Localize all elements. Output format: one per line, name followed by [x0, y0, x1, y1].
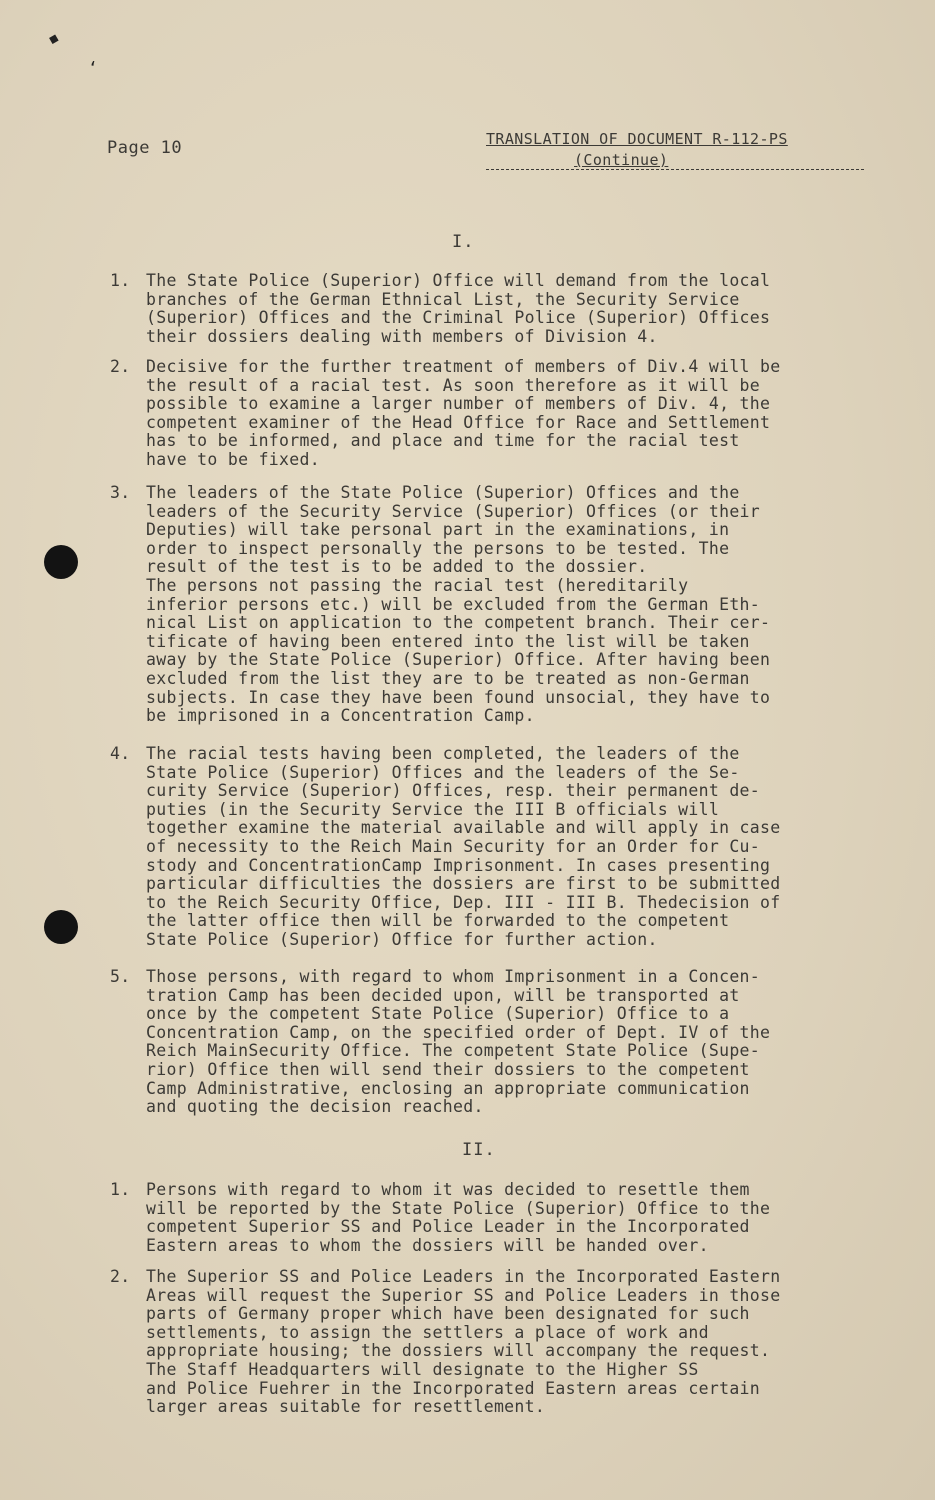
document-header — [486, 130, 876, 170]
paragraph-text: The Superior SS and Police Leaders in the Incorporated Eastern Areas will request the Superior SS and Police Leaders in those parts of Germany proper which have been designated for such settlements, to assign the settlers a place of work and appropriate housing; the dossiers will accompany the request. The Staff Headquarters will designate to the Higher SS and Police Fuehrer in the Incorporated Eastern areas certain larger areas suitable for resettlement. — [146, 1267, 781, 1417]
paragraph-number: 2. — [110, 357, 131, 376]
document-title: TRANSLATION OF DOCUMENT R-112-PS — [486, 130, 788, 148]
page-number: Page 10 — [107, 138, 183, 158]
paragraph — [110, 272, 880, 346]
paragraph — [110, 358, 880, 470]
paragraph-number: 1. — [110, 271, 131, 290]
paragraph-text: Decisive for the further treatment of members of Div.4 will be the result of a racial test. As soon therefore as it will be possible to examine a larger number of members of Div. 4, the competent examiner of the Head Office for Race and Settlement has to be informed, and place and time for the racial test have to be fixed. — [146, 357, 781, 469]
pen-mark: ‘ — [88, 58, 98, 77]
paragraph-text: The racial tests having been completed, the leaders of the State Police (Superior) Offices and the leaders of the Se- curity Service (Superior) Offices, resp. their permanent de- puties (in the Security Service the III B officials will together examine the material available and will apply in case of necessity to the Reich Main Security for an Order for Cu- stody and ConcentrationCamp Imprisonment. In cases presenting particular difficulties the dossiers are first to be submitted to the Reich Security Office, Dep. III - III B. Thedecision of the latter office then will be forwarded to the competent State Police (Superior) Office for further action. — [146, 744, 781, 949]
pen-mark: ▪ — [43, 26, 64, 51]
paragraph-text: Persons with regard to whom it was decided to resettle them will be reported by the State Police (Superior) Office to the competent Superior SS and Police Leader in the Incorporated Eastern areas to whom the dossiers will be handed over. — [146, 1180, 771, 1255]
paragraph — [110, 484, 880, 726]
section-heading: II. — [462, 1140, 496, 1160]
section-heading: I. — [452, 232, 475, 252]
paragraph-number: 4. — [110, 744, 131, 763]
paragraph-text: Those persons, with regard to whom Imprisonment in a Concen- tration Camp has been decided upon, will be transported at once by the competent State Police (Superior) Office to a Concentration Camp, on the specified order of Dept. IV of the Reich MainSecurity Office. The competent State Police (Supe- rior) Office then will send their dossiers to the competent Camp Administrative, enclosing an appropriate communication and quoting the decision reached. — [146, 967, 771, 1117]
paragraph-text: The State Police (Superior) Office will demand from the local branches of the German Ethnical List, the Security Service (Superior) Offices and the Criminal Police (Superior) Offices their dossiers dealing with members of Division 4. — [146, 271, 771, 346]
paragraph — [110, 745, 880, 950]
paragraph-text: The leaders of the State Police (Superior) Offices and the leaders of the Security Service (Superior) Offices (or their Deputies) will take personal part in the examinations, in order to inspect personally the persons to be tested. The result of the test is to be added to the dossier. The persons not passing the racial test (hereditarily inferior persons etc.) will be excluded from the German Eth- nical List on application to the competent branch. Their cer- tificate of having been entered into the list will be taken away by the State Police (Superior) Office. After having been excluded from the list they are to be treated as non-German subjects. In case they have been found unsocial, they have to be imprisoned in a Concentration Camp. — [146, 483, 771, 726]
paragraph — [110, 1181, 880, 1255]
punch-hole — [44, 910, 78, 944]
paragraph-number: 1. — [110, 1180, 131, 1199]
punch-hole — [44, 545, 78, 579]
paragraph-number: 3. — [110, 483, 131, 502]
paragraph — [110, 1268, 880, 1417]
paragraph-number: 2. — [110, 1267, 131, 1286]
document-subtitle: (Continue) — [486, 151, 864, 170]
paragraph-number: 5. — [110, 967, 131, 986]
paragraph — [110, 968, 880, 1117]
